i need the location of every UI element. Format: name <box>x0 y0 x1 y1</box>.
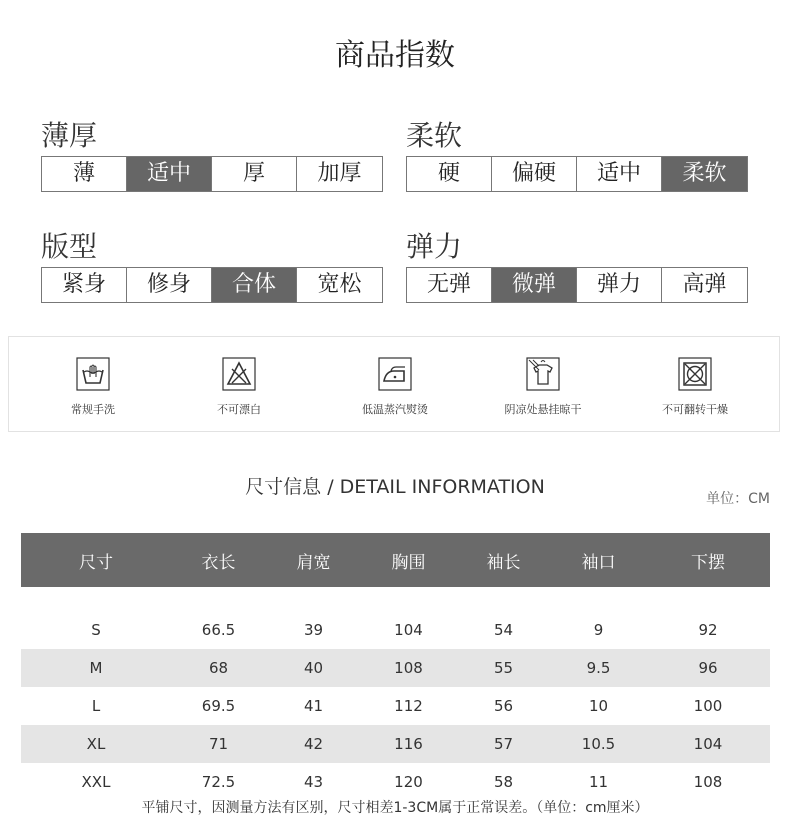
header-chest: 胸围 <box>361 533 456 587</box>
page-title: 商品指数 <box>335 38 455 73</box>
attr-fit <box>41 229 362 297</box>
table-cell: S <box>91 621 101 639</box>
table-cell: M <box>21 649 171 687</box>
size-section-title: 尺寸信息 / DETAIL INFORMATION <box>245 476 545 498</box>
attr-elasticity <box>406 229 727 297</box>
table-cell: 108 <box>693 773 723 791</box>
table-cell: 112 <box>394 697 423 715</box>
table-cell: 39 <box>303 621 324 639</box>
table-cell: L <box>91 697 101 715</box>
table-cell: 104 <box>646 725 770 763</box>
table-cell: 72.5 <box>201 773 236 791</box>
table-cell: 10.5 <box>551 725 646 763</box>
size-footnote: 平铺尺寸，因测量方法有区别，尺寸相差1-3CM属于正常误差。（单位：cm厘米） <box>141 800 649 816</box>
size-table-header-row <box>21 533 770 587</box>
elasticity-scale <box>406 267 748 303</box>
hand-wash-icon <box>76 357 110 391</box>
attr-elasticity-label: 弹力 <box>406 230 463 263</box>
table-cell: XXL <box>81 773 111 791</box>
table-cell: 9.5 <box>551 649 646 687</box>
attr-thickness <box>41 118 362 186</box>
attr-softness <box>406 118 727 186</box>
low-temp-iron-icon <box>378 357 412 391</box>
table-row <box>21 649 770 687</box>
table-cell: 100 <box>693 697 723 715</box>
elasticity-option: 无弹 <box>407 268 492 302</box>
softness-option: 适中 <box>577 157 662 191</box>
table-cell: 41 <box>303 697 324 715</box>
care-label: 阴凉处悬挂晾干 <box>504 403 582 416</box>
header-hem: 下摆 <box>646 533 770 587</box>
unit-label: 单位：CM <box>706 491 770 507</box>
care-item-hand-wash <box>33 357 153 417</box>
table-row <box>21 725 770 763</box>
table-cell: 57 <box>456 725 551 763</box>
table-cell: 71 <box>171 725 266 763</box>
table-cell: 10 <box>588 697 609 715</box>
header-sleeve: 袖长 <box>456 533 551 587</box>
table-row <box>21 763 770 801</box>
table-cell: 54 <box>493 621 514 639</box>
table-cell: 116 <box>361 725 456 763</box>
table-cell: 42 <box>266 725 361 763</box>
care-instructions-panel <box>8 336 780 432</box>
elasticity-option: 高弹 <box>682 272 727 297</box>
fit-option: 宽松 <box>317 272 362 297</box>
attr-fit-label: 版型 <box>41 230 98 263</box>
table-cell: 96 <box>646 649 770 687</box>
fit-scale <box>41 267 383 303</box>
table-cell: 69.5 <box>201 697 236 715</box>
table-cell: 43 <box>303 773 324 791</box>
care-label: 常规手洗 <box>71 403 115 416</box>
table-cell: 104 <box>394 621 423 639</box>
care-item-low-temp-iron <box>335 357 455 417</box>
size-table <box>21 533 770 801</box>
table-cell: 120 <box>394 773 423 791</box>
care-label: 不可漂白 <box>217 403 261 416</box>
header-size: 尺寸 <box>21 533 171 587</box>
softness-option: 柔软 <box>662 157 747 191</box>
thickness-option: 厚 <box>212 157 297 191</box>
no-bleach-icon <box>222 357 256 391</box>
care-label: 不可翻转干燥 <box>662 403 728 416</box>
no-tumble-dry-icon <box>678 357 712 391</box>
table-cell: 58 <box>493 773 514 791</box>
thickness-option: 加厚 <box>317 161 362 186</box>
care-item-no-tumble-dry <box>635 357 755 417</box>
care-item-shade-hang-dry <box>483 357 603 417</box>
softness-option: 硬 <box>407 157 492 191</box>
table-row <box>21 611 770 649</box>
elasticity-option: 弹力 <box>577 268 662 302</box>
table-cell: 55 <box>456 649 551 687</box>
table-cell: 56 <box>493 697 514 715</box>
thickness-scale <box>41 156 383 192</box>
fit-option: 合体 <box>212 268 297 302</box>
table-cell: 40 <box>266 649 361 687</box>
table-cell: XL <box>21 725 171 763</box>
elasticity-option: 微弹 <box>492 268 577 302</box>
header-length: 衣长 <box>171 533 266 587</box>
shade-hang-dry-icon <box>526 357 560 391</box>
fit-option: 紧身 <box>42 268 127 302</box>
header-cuff: 袖口 <box>551 533 646 587</box>
table-cell: 9 <box>593 621 604 639</box>
care-label: 低温蒸汽熨烫 <box>362 403 428 416</box>
care-item-no-bleach <box>179 357 299 417</box>
table-cell: 108 <box>361 649 456 687</box>
table-cell: 68 <box>171 649 266 687</box>
table-cell: 92 <box>698 621 718 639</box>
thickness-option: 适中 <box>127 157 212 191</box>
softness-option: 偏硬 <box>492 157 577 191</box>
table-cell: 66.5 <box>201 621 236 639</box>
thickness-option: 薄 <box>42 157 127 191</box>
softness-scale <box>406 156 748 192</box>
table-cell: 11 <box>588 773 609 791</box>
table-row <box>21 687 770 725</box>
attr-softness-label: 柔软 <box>406 119 463 152</box>
attr-thickness-label: 薄厚 <box>41 119 98 152</box>
fit-option: 修身 <box>127 268 212 302</box>
header-shoulder: 肩宽 <box>266 533 361 587</box>
